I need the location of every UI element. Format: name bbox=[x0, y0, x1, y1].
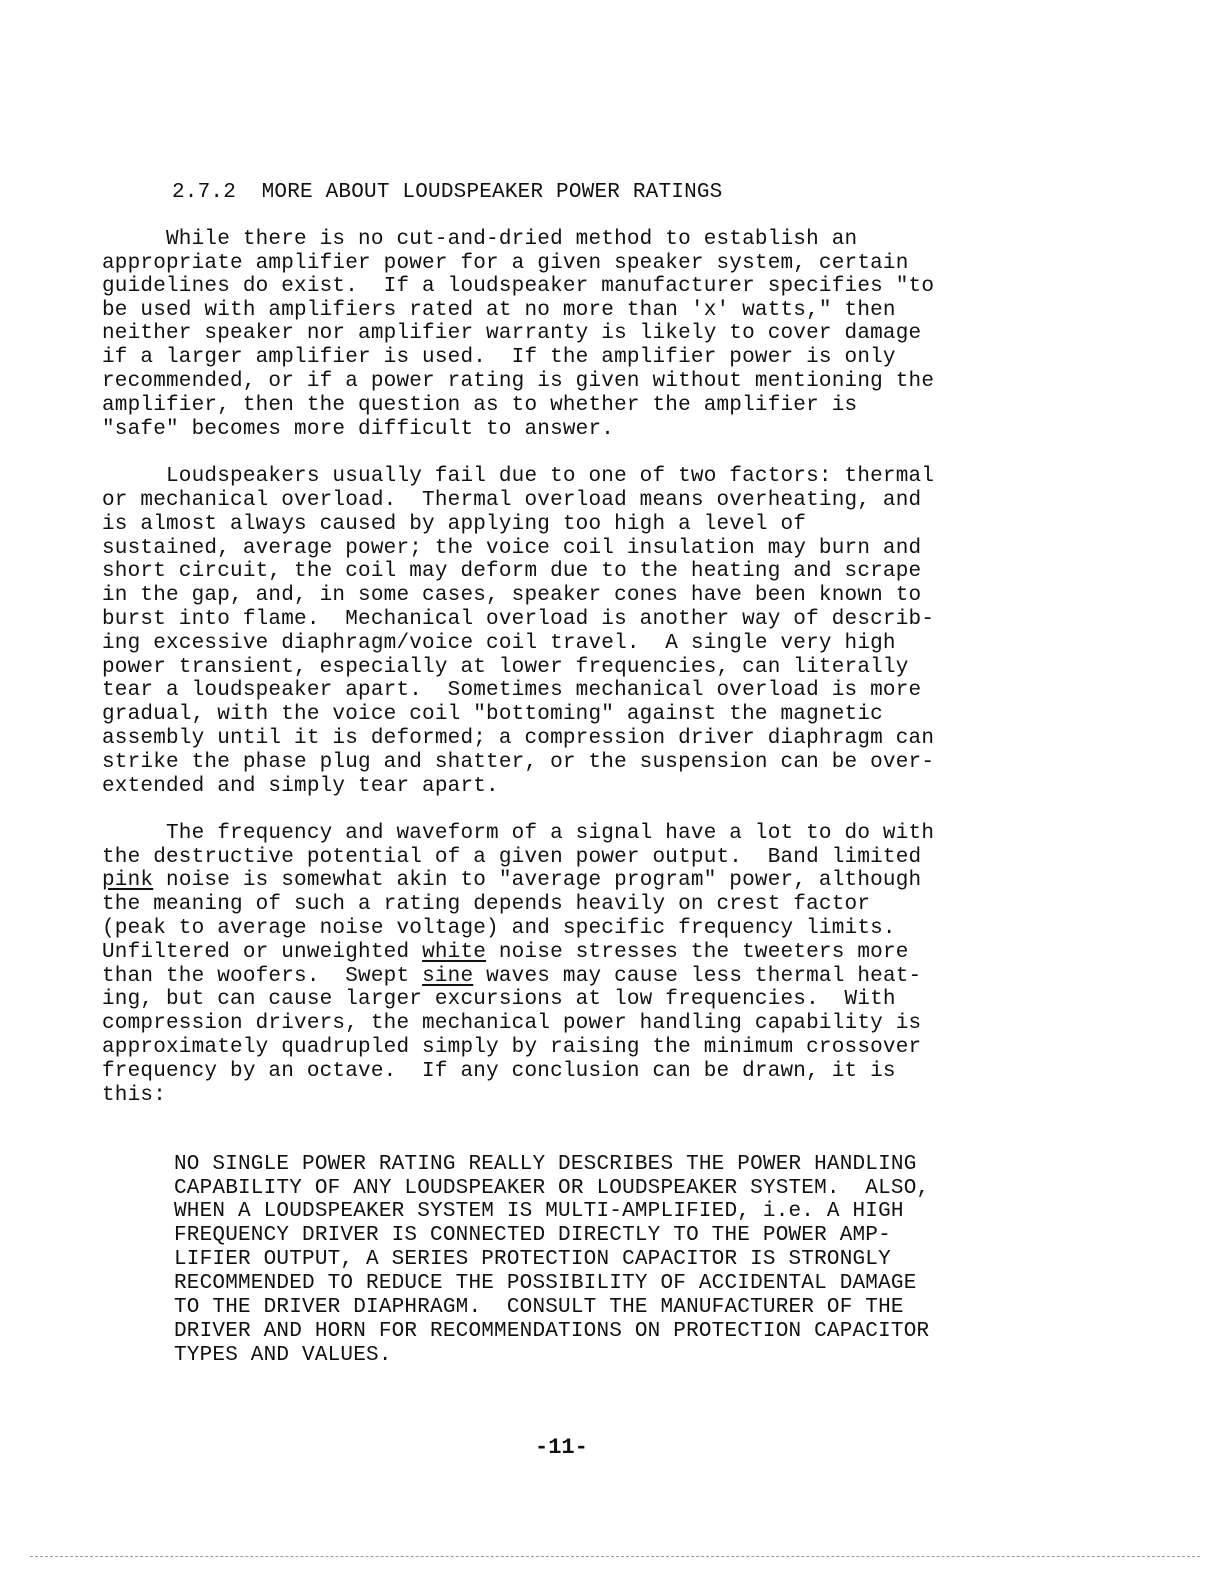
text-fragment: Unfiltered or unweighted bbox=[102, 941, 423, 964]
text-line: short circuit, the coil may deform due to the heating and scrape bbox=[102, 560, 922, 583]
text-fragment: than the woofers. Swept bbox=[102, 965, 423, 988]
text-line: appropriate amplifier power for a given speaker system, certain bbox=[102, 252, 909, 275]
text-line: assembly until it is deformed; a compression driver diaphragm can bbox=[102, 727, 935, 750]
conclusion-line: DRIVER AND HORN FOR RECOMMENDATIONS ON PROTECTION CAPACITOR bbox=[174, 1320, 930, 1343]
underlined-word-sine: sine bbox=[422, 965, 474, 988]
text-line: frequency by an octave. If any conclusion can be drawn, it is bbox=[102, 1060, 896, 1083]
conclusion-line: WHEN A LOUDSPEAKER SYSTEM IS MULTI-AMPLIFIED, i.e. A HIGH bbox=[174, 1200, 904, 1223]
text-line: Loudspeakers usually fail due to one of two factors: thermal bbox=[102, 465, 935, 488]
text-line: approximately quadrupled simply by raising the minimum crossover bbox=[102, 1036, 922, 1059]
text-line: recommended, or if a power rating is given without mentioning the bbox=[102, 370, 935, 393]
text-line: amplifier, then the question as to whether the amplifier is bbox=[102, 394, 858, 417]
text-line bbox=[102, 965, 921, 989]
conclusion-line: TYPES AND VALUES. bbox=[174, 1344, 392, 1367]
conclusion-line: RECOMMENDED TO REDUCE THE POSSIBILITY OF ACCIDENTAL DAMAGE bbox=[174, 1272, 917, 1295]
text-line: The frequency and waveform of a signal have a lot to do with bbox=[102, 822, 935, 845]
text-line: power transient, especially at lower frequencies, can literally bbox=[102, 656, 909, 679]
text-line bbox=[102, 941, 909, 965]
text-line: guidelines do exist. If a loudspeaker manufacturer specifies "to bbox=[102, 275, 935, 298]
text-line: ing excessive diaphragm/voice coil travel. A single very high bbox=[102, 632, 896, 655]
text-fragment: noise is somewhat akin to "average program" power, although bbox=[153, 869, 922, 892]
text-line: strike the phase plug and shatter, or the suspension can be over- bbox=[102, 751, 935, 774]
text-line: this: bbox=[102, 1084, 167, 1107]
text-line: burst into flame. Mechanical overload is another way of describ- bbox=[102, 608, 935, 631]
underlined-word-white: white bbox=[422, 941, 487, 964]
underlined-word-pink: pink bbox=[102, 869, 154, 892]
text-line: the meaning of such a rating depends heavily on crest factor bbox=[102, 893, 871, 916]
conclusion-line: LIFIER OUTPUT, A SERIES PROTECTION CAPACITOR IS STRONGLY bbox=[174, 1248, 891, 1271]
text-line: sustained, average power; the voice coil insulation may burn and bbox=[102, 537, 922, 560]
text-line: is almost always caused by applying too high a level of bbox=[102, 513, 807, 536]
text-line: if a larger amplifier is used. If the amplifier power is only bbox=[102, 346, 896, 369]
text-line: the destructive potential of a given power output. Band limited bbox=[102, 846, 922, 869]
text-line: neither speaker nor amplifier warranty is likely to cover damage bbox=[102, 322, 922, 345]
text-line bbox=[102, 869, 921, 893]
text-fragment: noise stresses the tweeters more bbox=[486, 941, 909, 964]
conclusion-line: FREQUENCY DRIVER IS CONNECTED DIRECTLY TO THE POWER AMP- bbox=[174, 1224, 891, 1247]
text-fragment: waves may cause less thermal heat- bbox=[473, 965, 922, 988]
text-line: "safe" becomes more difficult to answer. bbox=[102, 418, 615, 441]
text-line: be used with amplifiers rated at no more than 'x' watts," then bbox=[102, 299, 896, 322]
page-number: -11- bbox=[535, 1435, 588, 1460]
text-line: gradual, with the voice coil "bottoming" against the magnetic bbox=[102, 703, 883, 726]
conclusion-line: NO SINGLE POWER RATING REALLY DESCRIBES THE POWER HANDLING bbox=[174, 1153, 917, 1176]
text-line: extended and simply tear apart. bbox=[102, 775, 499, 798]
text-line: While there is no cut-and-dried method to establish an bbox=[102, 228, 858, 251]
conclusion-line: CAPABILITY OF ANY LOUDSPEAKER OR LOUDSPEAKER SYSTEM. ALSO, bbox=[174, 1177, 930, 1200]
text-line: compression drivers, the mechanical power handling capability is bbox=[102, 1012, 922, 1035]
scan-edge-divider bbox=[30, 1556, 1200, 1558]
text-line: ing, but can cause larger excursions at low frequencies. With bbox=[102, 988, 896, 1011]
conclusion-line: TO THE DRIVER DIAPHRAGM. CONSULT THE MANUFACTURER OF THE bbox=[174, 1296, 904, 1319]
text-line: or mechanical overload. Thermal overload means overheating, and bbox=[102, 489, 922, 512]
text-line: in the gap, and, in some cases, speaker cones have been known to bbox=[102, 584, 922, 607]
section-heading: 2.7.2 MORE ABOUT LOUDSPEAKER POWER RATINGS bbox=[172, 181, 723, 204]
text-line: (peak to average noise voltage) and specific frequency limits. bbox=[102, 917, 896, 940]
text-line: tear a loudspeaker apart. Sometimes mechanical overload is more bbox=[102, 679, 922, 702]
